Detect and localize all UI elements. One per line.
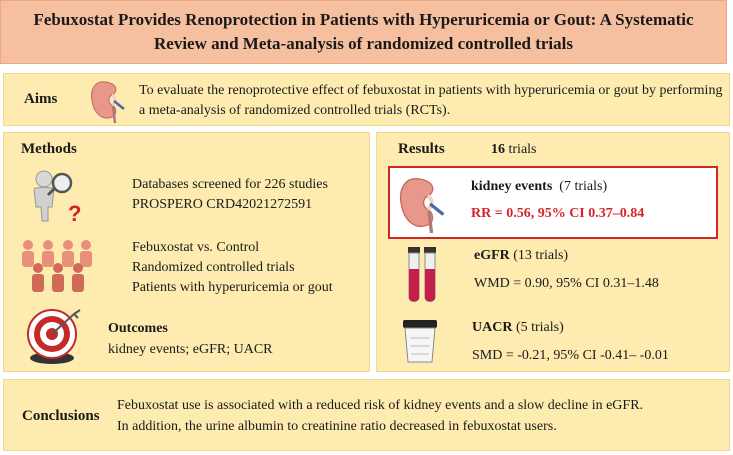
svg-text:?: ? xyxy=(68,201,82,223)
page-title: Febuxostat Provides Renoprotection in Patients with Hyperuricemia or Gout: A Systematic Review and Meta-analysis of randomized controlled trials xyxy=(0,0,727,64)
methods-panel xyxy=(3,132,370,372)
egfr-title xyxy=(474,246,568,266)
uacr-label: UACR xyxy=(472,320,513,335)
urine-cup-icon xyxy=(400,318,440,364)
methods-label: Methods xyxy=(21,141,77,157)
kidney-events-title xyxy=(471,177,607,197)
kidney-events-box xyxy=(388,166,718,239)
aims-panel xyxy=(3,73,730,126)
aims-text: To evaluate the renoprotective effect of febuxostat in patients with hyperuricemia or gout by performing a meta-analysis of randomized controlled trials (RCTs). xyxy=(139,83,723,118)
kidney-events-label: kidney events xyxy=(471,179,553,194)
results-label: Results xyxy=(398,141,445,157)
kidney-icon xyxy=(88,79,126,123)
egfr-trials: (13 trials) xyxy=(513,248,569,263)
uacr-stat: SMD = -0.21, 95% CI -0.41– -0.01 xyxy=(472,348,669,363)
outcomes-text: kidney events; eGFR; UACR xyxy=(108,342,273,357)
conclusions-line-1: Febuxostat use is associated with a reduced risk of kidney events and a slow decline in eGFR. xyxy=(117,398,644,413)
target-icon xyxy=(24,306,82,366)
design-line-3: Patients with hyperuricemia or gout xyxy=(132,280,333,295)
conclusions-label: Conclusions xyxy=(22,408,100,424)
trials-word: trials xyxy=(508,142,537,157)
aims-label: Aims xyxy=(24,91,58,107)
uacr-trials: (5 trials) xyxy=(515,320,564,335)
kidney-events-stat: RR = 0.56, 95% CI 0.37–0.84 xyxy=(471,206,645,221)
uacr-title xyxy=(472,318,564,338)
egfr-label: eGFR xyxy=(474,248,510,263)
magnifier-person-icon xyxy=(22,169,84,223)
trials-total xyxy=(491,140,537,160)
trials-count: 16 xyxy=(491,142,505,157)
search-line-1: Databases screened for 226 studies xyxy=(132,177,328,192)
outcomes-label: Outcomes xyxy=(108,321,168,336)
test-tubes-icon xyxy=(406,247,438,305)
design-line-1: Febuxostat vs. Control xyxy=(132,240,260,255)
conclusions-line-2: In addition, the urine albumin to creatinine ratio decreased in febuxostat users. xyxy=(117,419,557,434)
conclusions-panel xyxy=(3,379,730,451)
egfr-stat: WMD = 0.90, 95% CI 0.31–1.48 xyxy=(474,276,659,291)
search-line-2: PROSPERO CRD42021272591 xyxy=(132,197,313,212)
design-line-2: Randomized controlled trials xyxy=(132,260,295,275)
group-people-icon xyxy=(18,238,96,294)
kidney-events-trials: (7 trials) xyxy=(559,179,608,194)
kidney-icon xyxy=(396,174,446,234)
